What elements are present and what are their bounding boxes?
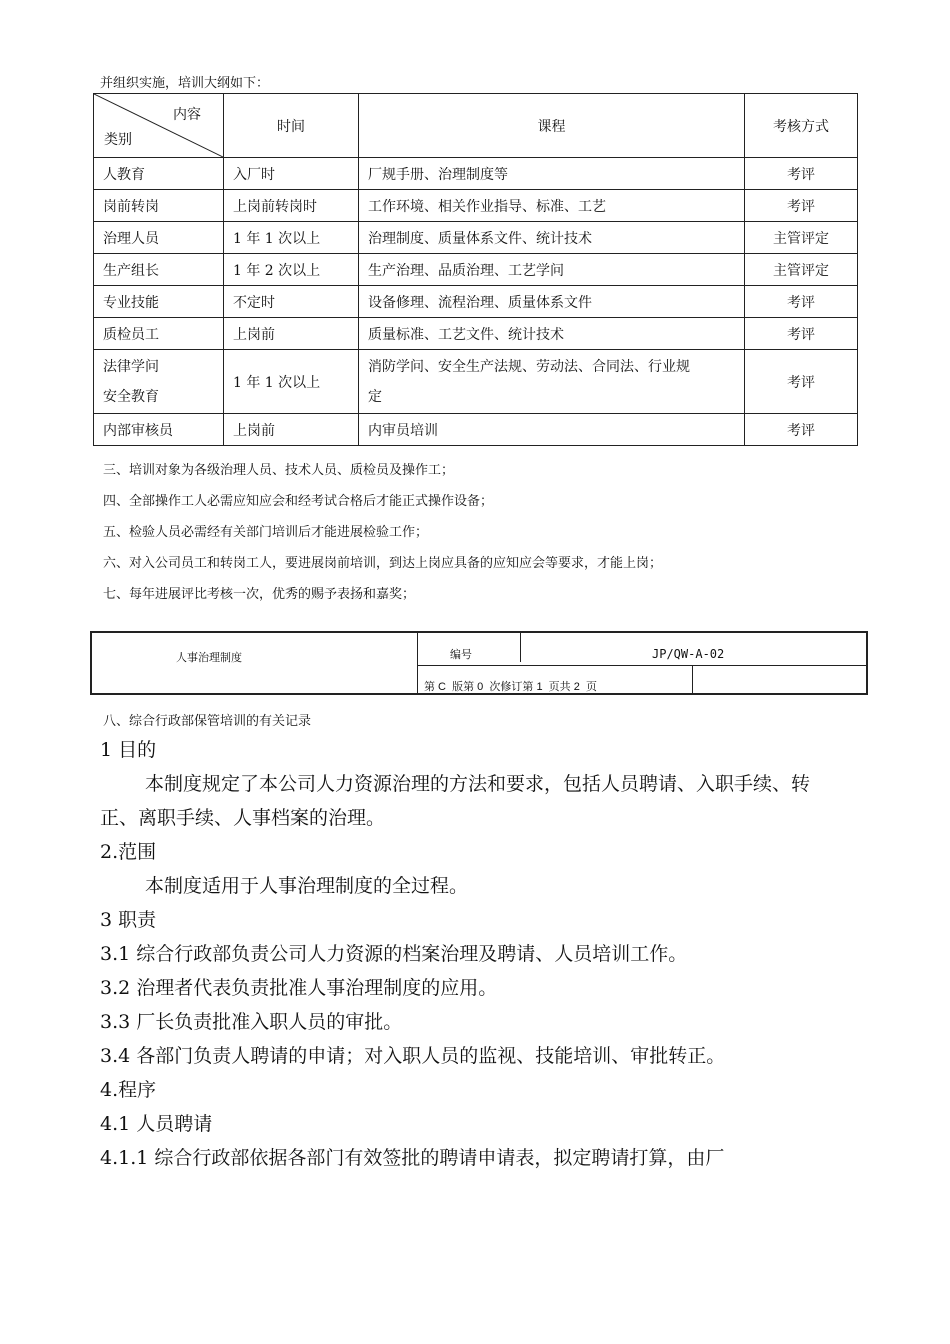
paragraph: 4.1.1 综合行政部依据各部门有效签批的聘请申请表，拟定聘请打算，由厂 xyxy=(100,1147,725,1169)
paragraph: 3.2 治理者代表负责批准人事治理制度的应用。 xyxy=(100,977,498,999)
category-cell: 专业技能 xyxy=(94,286,224,318)
divider xyxy=(417,633,418,693)
course-cell: 内审员培训 xyxy=(359,414,745,446)
time-cell: 不定时 xyxy=(224,286,359,318)
diagonal-header-cell xyxy=(94,94,224,158)
divider xyxy=(692,665,693,693)
table-header-row xyxy=(94,94,858,158)
list-item: 六、对入公司员工和转岗工人，要进展岗前培训，到达上岗应具备的应知应会等要求，才能上岗； xyxy=(103,556,663,571)
assess-cell: 考评 xyxy=(745,318,858,350)
table-row xyxy=(94,158,858,190)
category-cell: 岗前转岗 xyxy=(94,190,224,222)
paragraph: 本制度规定了本公司人力资源治理的方法和要求，包括人员聘请、入职手续、转正、离职手续、人事档案的治理。 xyxy=(100,773,811,829)
table-row xyxy=(94,190,858,222)
time-cell: 1 年 2 次以上 xyxy=(224,254,359,286)
assess-cell: 考评 xyxy=(745,350,858,414)
assess-cell: 考评 xyxy=(745,190,858,222)
course-cell: 厂规手册、治理制度等 xyxy=(359,158,745,190)
category-line: 法律学问 xyxy=(103,358,159,375)
course-line: 消防学问、安全生产法规、劳动法、合同法、行业规 xyxy=(368,358,690,375)
assess-cell: 考评 xyxy=(745,414,858,446)
course-cell: 生产治理、品质治理、工艺学问 xyxy=(359,254,745,286)
list-item: 七、每年进展评比考核一次，优秀的赐予表扬和嘉奖； xyxy=(103,587,416,602)
category-cell xyxy=(94,350,224,414)
heading-scope: 2.范围 xyxy=(100,841,157,863)
doc-title: 人事治理制度 xyxy=(176,652,242,664)
training-outline-table xyxy=(93,93,858,446)
list-item: 四、全部操作工人必需应知应会和经考试合格后才能正式操作设备； xyxy=(103,494,494,509)
category-cell: 内部审核员 xyxy=(94,414,224,446)
course-cell: 设备修理、流程治理、质量体系文件 xyxy=(359,286,745,318)
revision-info: 第 C 版第 0 次修订第 1 页共 2 页 xyxy=(424,681,597,693)
paragraph: 3.4 各部门负责人聘请的申请；对入职人员的监视、技能培训、审批转正。 xyxy=(100,1045,726,1067)
time-cell: 上岗前 xyxy=(224,414,359,446)
category-cell: 生产组长 xyxy=(94,254,224,286)
category-cell: 治理人员 xyxy=(94,222,224,254)
heading-recruitment: 4.1 人员聘请 xyxy=(100,1113,213,1135)
time-cell: 入厂时 xyxy=(224,158,359,190)
main-body xyxy=(100,733,840,1175)
assess-cell: 考评 xyxy=(745,158,858,190)
paragraph: 本制度适用于人事治理制度的全过程。 xyxy=(145,875,469,897)
assess-cell: 主管评定 xyxy=(745,222,858,254)
divider xyxy=(417,665,866,666)
heading-procedure: 4.程序 xyxy=(100,1079,157,1101)
heading-duties: 3 职责 xyxy=(100,909,157,931)
paragraph: 3.1 综合行政部负责公司人力资源的档案治理及聘请、人员培训工作。 xyxy=(100,943,688,965)
code-label: 编号 xyxy=(450,649,472,661)
course-cell: 质量标准、工艺文件、统计技术 xyxy=(359,318,745,350)
time-cell: 1 年 1 次以上 xyxy=(224,350,359,414)
assess-cell: 主管评定 xyxy=(745,254,858,286)
header-assess: 考核方式 xyxy=(745,94,858,158)
intro-text: 并组织实施，培训大纲如下： xyxy=(100,76,270,91)
category-cell: 质检员工 xyxy=(94,318,224,350)
heading-purpose: 1 目的 xyxy=(100,739,157,761)
table-row xyxy=(94,350,858,414)
header-category-label: 类别 xyxy=(104,132,132,148)
header-time: 时间 xyxy=(224,94,359,158)
list-item: 三、培训对象为各级治理人员、技术人员、质检员及操作工； xyxy=(103,463,455,478)
time-cell: 上岗前 xyxy=(224,318,359,350)
table-row xyxy=(94,286,858,318)
table-row xyxy=(94,414,858,446)
category-cell: 人教育 xyxy=(94,158,224,190)
course-line: 定 xyxy=(368,388,382,405)
table-row xyxy=(94,222,858,254)
course-cell: 治理制度、质量体系文件、统计技术 xyxy=(359,222,745,254)
time-cell: 1 年 1 次以上 xyxy=(224,222,359,254)
divider xyxy=(520,633,521,662)
list-item: 五、检验人员必需经有关部门培训后才能进展检验工作； xyxy=(103,525,429,540)
header-content-label: 内容 xyxy=(173,107,201,123)
header-course: 课程 xyxy=(359,94,745,158)
assess-cell: 考评 xyxy=(745,286,858,318)
document-header-box xyxy=(90,631,868,695)
table-row xyxy=(94,254,858,286)
numbered-items xyxy=(103,459,662,614)
course-cell xyxy=(359,350,745,414)
paragraph: 3.3 厂长负责批准入职人员的审批。 xyxy=(100,1011,403,1033)
doc-code: JP/QW-A-02 xyxy=(652,647,725,661)
course-cell: 工作环境、相关作业指导、标准、工艺 xyxy=(359,190,745,222)
category-line: 安全教育 xyxy=(103,388,159,405)
section-8-text: 八、综合行政部保管培训的有关记录 xyxy=(103,714,312,729)
table-row xyxy=(94,318,858,350)
time-cell: 上岗前转岗时 xyxy=(224,190,359,222)
